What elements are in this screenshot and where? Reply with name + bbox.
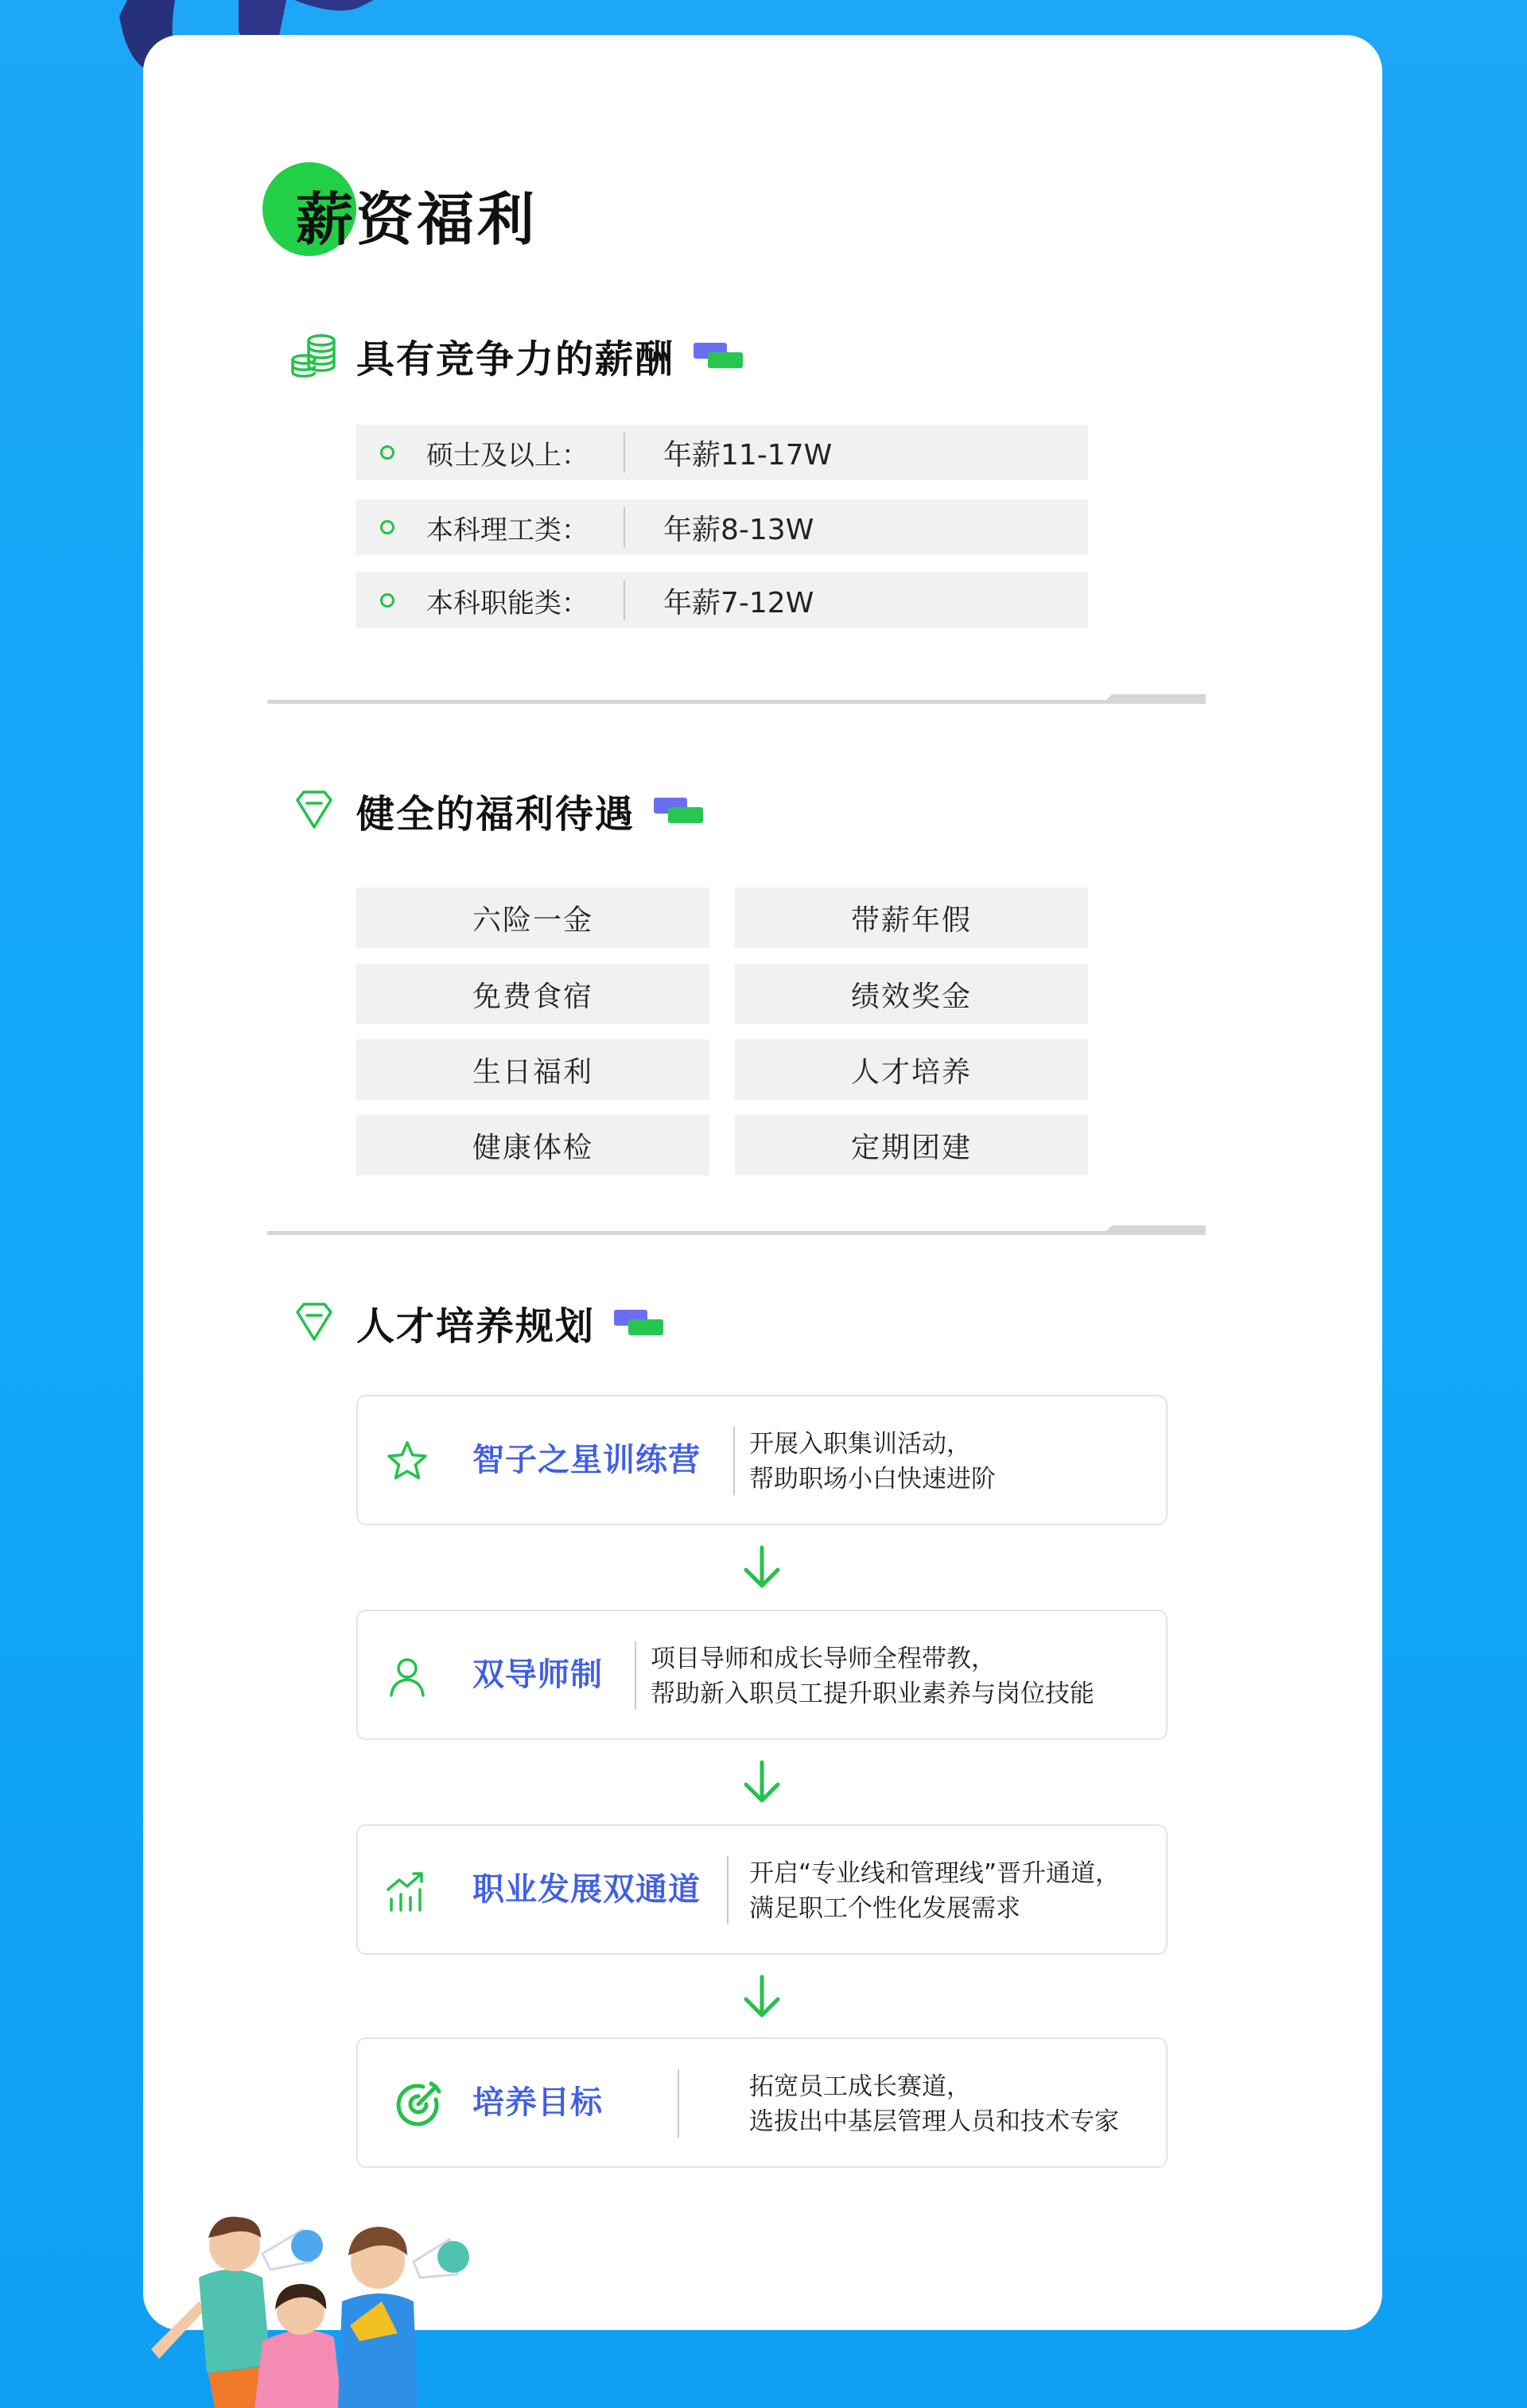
training-section-header: [289, 1295, 665, 1350]
salary-heading: 具有竞争力的薪酬: [356, 336, 675, 382]
welfare-item: 带薪年假: [735, 887, 1088, 948]
diamond-icon: [289, 1298, 339, 1347]
card-separator: [678, 2069, 679, 2138]
welfare-item: 定期团建: [735, 1115, 1088, 1175]
welfare-item: 生日福利: [356, 1039, 709, 1100]
training-card-description: [651, 1641, 1094, 1711]
training-heading: 人才培养规划: [356, 1303, 596, 1349]
welfare-item: 绩效奖金: [735, 964, 1088, 1024]
salary-row: [356, 499, 1088, 555]
diamond-icon: [289, 786, 339, 835]
description-line: 拓宽员工成长赛道，: [749, 2072, 971, 2101]
row-separator: [624, 507, 625, 547]
heading-tag-decoration: [694, 341, 744, 370]
salary-row: [356, 425, 1088, 480]
salary-row: [356, 573, 1088, 628]
bullet-ring-icon: [380, 593, 394, 608]
heading-tag-decoration: [654, 796, 705, 825]
training-card: [356, 1824, 1168, 1955]
section-divider: [267, 692, 1206, 708]
salary-row-value: 年薪7-12W: [663, 586, 814, 619]
coins-icon: [289, 331, 339, 380]
training-card-description: [749, 1427, 996, 1497]
bullet-ring-icon: [380, 445, 394, 460]
training-card-description: [749, 1856, 1120, 1926]
training-card-title: 培养目标: [472, 2084, 603, 2121]
training-card: [356, 1610, 1168, 1740]
growth-chart-icon: [382, 1866, 433, 1917]
training-card: [356, 1395, 1168, 1525]
star-icon: [382, 1436, 433, 1487]
description-line: 满足职工个性化发展需求: [749, 1894, 1020, 1923]
salary-section-header: [289, 328, 744, 383]
target-icon: [390, 2076, 447, 2133]
section-divider: [267, 1223, 1206, 1239]
salary-row-label: 硕士及以上：: [426, 439, 589, 472]
description-line: 项目导师和成长导师全程带教，: [651, 1645, 996, 1673]
row-separator: [624, 581, 625, 620]
welfare-item: 六险一金: [356, 887, 709, 948]
salary-row-label: 本科理工类：: [426, 514, 589, 546]
arrow-down-icon: [736, 1757, 787, 1808]
arrow-down-icon: [736, 1543, 787, 1594]
training-card-title: 智子之星训练营: [472, 1442, 701, 1478]
training-card-description: [749, 2069, 1119, 2139]
card-separator: [635, 1641, 636, 1710]
row-separator: [624, 433, 625, 472]
arrow-down-icon: [736, 1972, 787, 2023]
welfare-item: 健康体检: [356, 1115, 709, 1175]
salary-row-value: 年薪11-17W: [663, 438, 833, 472]
description-line: 开启“专业线和管理线”晋升通道，: [749, 1859, 1121, 1888]
description-line: 帮助职场小白快速进阶: [749, 1465, 996, 1493]
welfare-section-header: [289, 783, 705, 838]
salary-row-label: 本科职能类：: [426, 587, 589, 619]
page-title: 薪资福利: [296, 186, 538, 253]
card-separator: [727, 1856, 729, 1924]
salary-row-value: 年薪8-13W: [663, 513, 814, 546]
people-with-megaphones-illustration: [143, 2182, 620, 2408]
card-separator: [733, 1427, 735, 1495]
welfare-item: 免费食宿: [356, 964, 709, 1024]
welfare-item: 人才培养: [735, 1039, 1088, 1100]
description-line: 帮助新入职员工提升职业素养与岗位技能: [651, 1680, 1094, 1708]
training-card-title: 双导师制: [472, 1656, 603, 1693]
heading-tag-decoration: [614, 1308, 665, 1337]
training-card: [356, 2037, 1168, 2168]
welfare-heading: 健全的福利待遇: [356, 791, 635, 837]
description-line: 选拔出中基层管理人员和技术专家: [749, 2107, 1119, 2136]
bullet-ring-icon: [380, 520, 394, 534]
description-line: 开展入职集训活动，: [749, 1430, 971, 1458]
person-icon: [382, 1651, 433, 1702]
training-card-title: 职业发展双通道: [472, 1871, 701, 1908]
